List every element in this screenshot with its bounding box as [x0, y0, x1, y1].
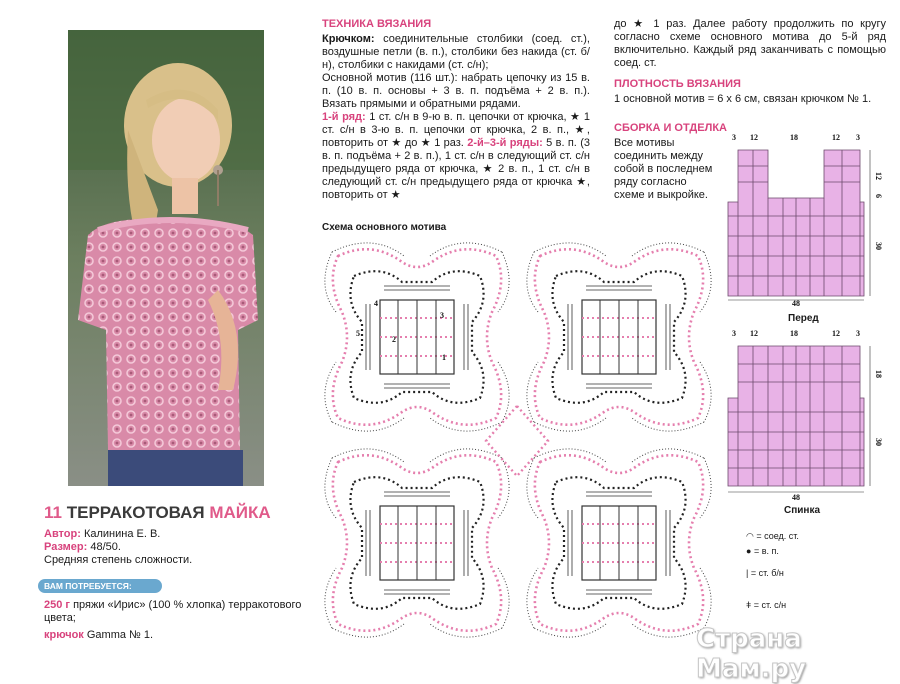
watermark: Страна Мам.ру	[696, 624, 807, 684]
pattern-title-accent: МАЙКА	[209, 503, 271, 522]
author-value: Калинина Е. В.	[83, 528, 161, 540]
legend-text: = ст. б/н	[750, 568, 784, 578]
legend-item	[746, 531, 799, 542]
yarn-amount: 250 г	[44, 599, 70, 611]
back-bottom-dim: 48	[792, 493, 800, 502]
back-label: Спинка	[784, 505, 821, 516]
hook-label-technique: Крючком:	[322, 33, 375, 45]
legend-item	[746, 600, 786, 610]
double-crochet-icon: ǂ	[746, 600, 752, 610]
front-top-dim: 3	[856, 133, 860, 142]
row-marker: 4	[374, 299, 378, 308]
hook-text	[44, 629, 153, 641]
difficulty-text: Средняя степень сложности.	[44, 554, 193, 566]
front-top-dim: 18	[790, 133, 798, 142]
back-side-dim: 30	[874, 438, 883, 446]
row1-text: 1 ст. с/н в 9-ю в. п. цепочки от крючка, ★ 1 ст. с/н в 3-ю в. п. цепочки от крючка, 2 в. п., ★, повторить от ★ до ★ 1 раз.	[322, 111, 590, 149]
legend-text: = ст. с/н	[753, 600, 787, 610]
pattern-title-main: ТЕРРАКОТОВАЯ	[66, 503, 205, 522]
back-top-dim: 3	[856, 329, 860, 338]
size-label: Размер:	[44, 541, 88, 553]
assembly-header: СБОРКА И ОТДЕЛКА	[614, 122, 727, 134]
back-side-dim: 18	[874, 370, 883, 378]
yarn-text	[44, 599, 302, 625]
back-top-dim: 3	[732, 329, 736, 338]
row-marker: 2	[392, 335, 396, 344]
size-value: 48/50.	[90, 541, 121, 553]
row23-label: 2-й–3-й ряды:	[467, 137, 543, 149]
author-label: Автор:	[44, 528, 81, 540]
single-crochet-icon: |	[746, 568, 749, 578]
hook-label: крючок	[44, 629, 84, 641]
hook-value: Gamma № 1.	[86, 629, 154, 641]
scheme-title: Схема основного мотива	[322, 222, 447, 233]
legend-item	[746, 568, 784, 578]
continue-text: до ★ 1 раз. Далее работу продолжить по кругу согласно схеме основного мотива до 5-й ряд включительно. Каждый ряд заканчивать с помощью соед. ст.	[614, 18, 886, 69]
row-marker: 3	[440, 311, 444, 320]
technique-text	[322, 33, 590, 202]
legend-item	[746, 546, 779, 556]
motif-text: Основной мотив (116 шт.): набрать цепочку из 15 в. п. (10 в. п. основы + 3 в. п. подъёма + 2 в. п.). Вязать прямыми и обратными рядами.	[322, 72, 590, 110]
front-side-dim: 6	[874, 194, 883, 198]
motif-scheme	[318, 236, 716, 648]
density-text: 1 основной мотив = 6 х 6 см, связан крючком № 1.	[614, 93, 872, 105]
slip-stitch-icon: ◠	[746, 531, 754, 541]
legend-text: = соед. ст.	[756, 531, 799, 541]
assembly-text: Все мотивы соединить между собой в последнем ряду согласно схеме и выкройке.	[614, 137, 713, 201]
front-label: Перед	[788, 313, 819, 324]
front-top-dim: 3	[732, 133, 736, 142]
front-top-dim: 12	[832, 133, 840, 142]
technique-header: ТЕХНИКА ВЯЗАНИЯ	[322, 18, 432, 30]
materials-badge: ВАМ ПОТРЕБУЕТСЯ:	[38, 579, 162, 593]
pattern-meta	[44, 528, 274, 567]
legend-text: = в. п.	[753, 546, 779, 556]
row-marker: 1	[442, 353, 446, 362]
back-top-dim: 18	[790, 329, 798, 338]
model-photo	[68, 30, 264, 486]
hook-technique-text: соединительные столбики (соед. ст.), воздушные петли (в. п.), столбики без накида (ст. б/н), столбики с накидами (ст. с/н);	[322, 33, 590, 71]
row-marker: 5	[356, 329, 360, 338]
density-header: ПЛОТНОСТЬ ВЯЗАНИЯ	[614, 78, 741, 90]
back-top-dim: 12	[832, 329, 840, 338]
front-top-dim: 12	[750, 133, 758, 142]
back-chart	[724, 326, 890, 522]
back-top-dim: 12	[750, 329, 758, 338]
pattern-title	[44, 503, 271, 523]
row23-text: 5 в. п. (3 в. п. подъёма + 2 в. п.), 1 ст. с/н в следующий ст. с/н предыдущего ряда от крючка, ★ 2 в. п., 1 ст. с/н в следующий ст. с/н предыдущего ряда от крючка ★, повторить от ★	[322, 137, 590, 201]
chain-icon: ●	[746, 546, 752, 556]
front-bottom-dim: 48	[792, 299, 800, 308]
front-side-dim: 30	[874, 242, 883, 250]
yarn-description: пряжи «Ирис» (100 % хлопка) терракотового цвета;	[44, 599, 302, 624]
front-side-dim: 12	[874, 172, 883, 180]
pattern-number: 11	[44, 503, 62, 522]
row1-label: 1-й ряд:	[322, 111, 366, 123]
front-chart	[724, 130, 890, 326]
